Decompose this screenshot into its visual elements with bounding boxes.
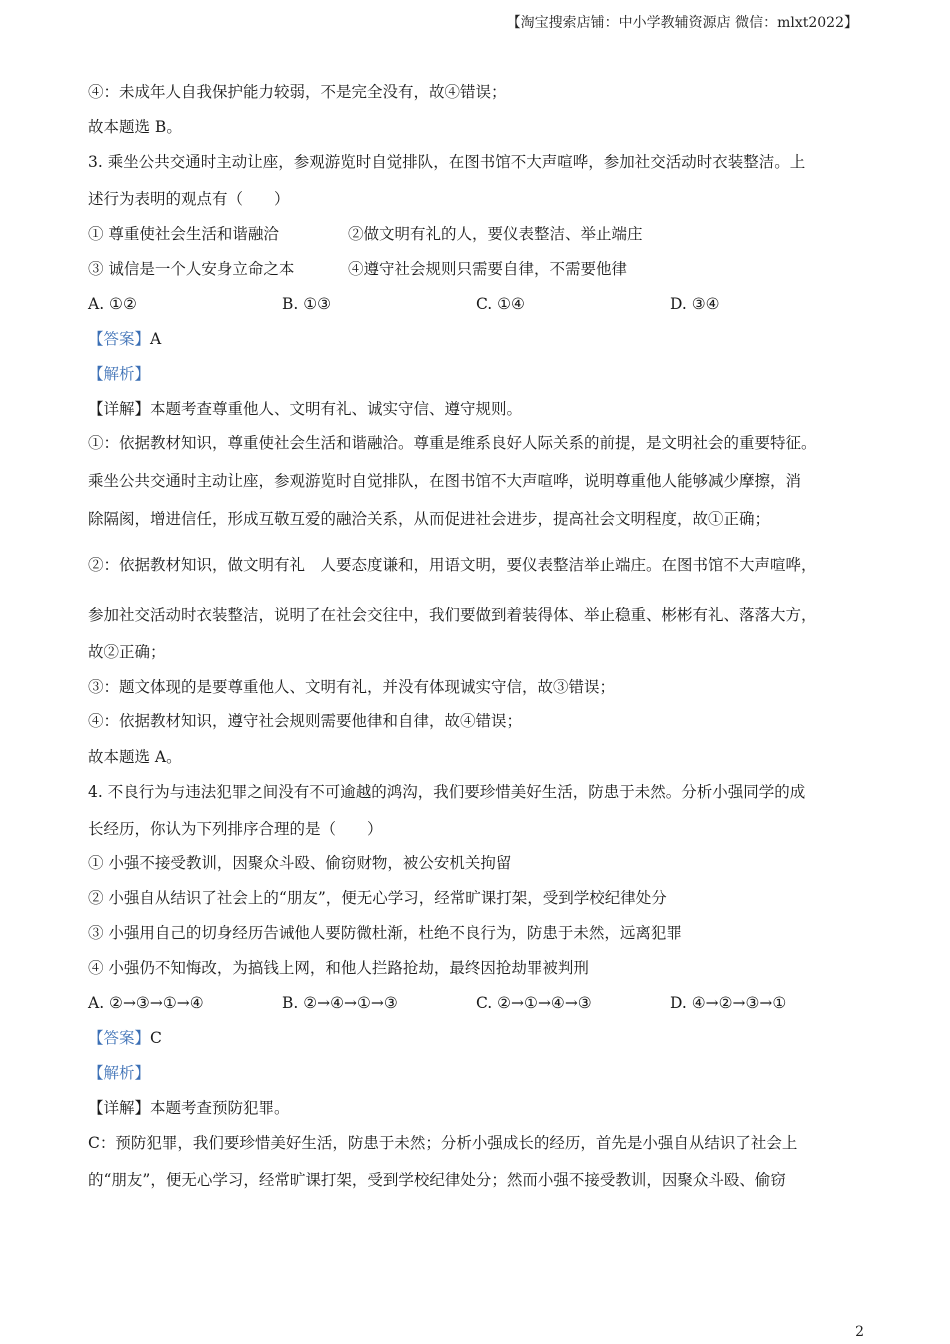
q4-option-a: A. ②→③→①→④ (88, 994, 204, 1012)
q3-stem-line-1: 3. 乘坐公共交通时主动让座，参观游览时自觉排队，在图书馆不大声喧哗，参加社交活动时衣装整洁。上 (88, 153, 806, 171)
q3-analysis-2a: ②：依据教材知识，做文明有礼 人要态度谦和，用语文明，要仪表整洁举止端庄。在图书馆不大声喧哗， (88, 556, 817, 574)
prev-conclusion: 故本题选 B。 (88, 118, 182, 136)
q4-stem-line-1: 4. 不良行为与违法犯罪之间没有不可逾越的鸿沟，我们要珍惜美好生活，防患于未然。分析小强同学的成 (88, 783, 806, 801)
q4-detail-text: 本题考查预防犯罪。 (150, 1099, 290, 1117)
q4-option-b: B. ②→④→①→③ (282, 994, 398, 1012)
q3-answer (88, 329, 161, 349)
q4-detail (88, 1098, 290, 1118)
q3-conclusion: 故本题选 A。 (88, 748, 182, 766)
q3-stem-line-2: 述行为表明的观点有（ ） (88, 190, 290, 208)
q4-answer (88, 1028, 162, 1048)
q3-item-3: ③ 诚信是一个人安身立命之本 (88, 260, 295, 278)
q4-analysis-1b: 的“朋友”，便无心学习，经常旷课打架，受到学校纪律处分；然而小强不接受教训，因聚众斗殴、偷窃 (88, 1171, 786, 1189)
q4-item-3: ③ 小强用自己的切身经历告诫他人要防微杜渐，杜绝不良行为，防患于未然，远离犯罪 (88, 924, 682, 942)
q3-analysis-4: ④：依据教材知识，遵守社会规则需要他律和自律，故④错误； (88, 712, 523, 730)
q3-analysis-tag: 【解析】 (88, 365, 151, 383)
q3-item-1: ① 尊重使社会生活和谐融洽 (88, 225, 279, 243)
q3-option-a: A. ①② (88, 295, 137, 313)
q3-options (88, 294, 878, 314)
q4-answer-tag: 【答案】 (88, 1029, 151, 1047)
q4-option-c: C. ②→①→④→③ (476, 994, 592, 1012)
q4-options (88, 993, 878, 1013)
q3-analysis-2c: 故②正确； (88, 643, 166, 661)
q4-detail-tag: 【详解】 (88, 1099, 151, 1117)
q3-option-b: B. ①③ (282, 295, 332, 313)
q3-answer-value: A (150, 330, 162, 348)
q4-item-1: ① 小强不接受教训，因聚众斗殴、偷窃财物，被公安机关拘留 (88, 854, 512, 872)
q3-option-c: C. ①④ (476, 295, 525, 313)
page-header-watermark: 【淘宝搜索店铺：中小学教辅资源店 微信：mlxt2022】 (506, 15, 858, 31)
q3-analysis-1c: 除隔阂，增进信任，形成互敬互爱的融洽关系，从而促进社会进步，提高社会文明程度，故①正确； (88, 510, 771, 528)
q3-analysis-1b: 乘坐公共交通时主动让座，参观游览时自觉排队，在图书馆不大声喧哗，说明尊重他人能够减少摩擦，消 (88, 472, 802, 490)
q3-items-row-2 (88, 259, 878, 279)
q4-option-d: D. ④→②→③→① (670, 994, 787, 1012)
q3-analysis-2b: 参加社交活动时衣装整洁，说明了在社会交往中，我们要做到着装得体、举止稳重、彬彬有礼、落落大方， (88, 606, 817, 624)
prev-analysis-line: ④：未成年人自我保护能力较弱，不是完全没有，故④错误； (88, 83, 507, 101)
q4-item-2: ② 小强自从结识了社会上的“朋友”，便无心学习，经常旷课打架，受到学校纪律处分 (88, 889, 667, 907)
q4-stem-line-2: 长经历，你认为下列排序合理的是（ ） (88, 820, 383, 838)
q4-analysis-tag: 【解析】 (88, 1064, 151, 1082)
q3-analysis-3: ③：题文体现的是要尊重他人、文明有礼，并没有体现诚实守信，故③错误； (88, 678, 616, 696)
q3-answer-tag: 【答案】 (88, 330, 151, 348)
q3-detail-text: 本题考查尊重他人、文明有礼、诚实守信、遵守规则。 (150, 400, 523, 418)
q3-item-2: ②做文明有礼的人，要仪表整洁、举止端庄 (348, 225, 643, 243)
q3-items-row-1 (88, 224, 878, 244)
q3-detail (88, 399, 522, 419)
q3-analysis-1a: ①：依据教材知识，尊重使社会生活和谐融洽。尊重是维系良好人际关系的前提，是文明社会的重要特征。 (88, 434, 817, 452)
q3-option-d: D. ③④ (670, 295, 720, 313)
q4-answer-value: C (150, 1029, 162, 1047)
q3-detail-tag: 【详解】 (88, 400, 151, 418)
page-number: 2 (855, 1324, 864, 1340)
q4-analysis-1a: C：预防犯罪，我们要珍惜美好生活，防患于未然；分析小强成长的经历，首先是小强自从结识了社会上 (88, 1134, 798, 1152)
q3-item-4: ④遵守社会规则只需要自律，不需要他律 (348, 260, 628, 278)
q4-item-4: ④ 小强仍不知悔改，为搞钱上网，和他人拦路抢劫，最终因抢劫罪被判刑 (88, 959, 589, 977)
